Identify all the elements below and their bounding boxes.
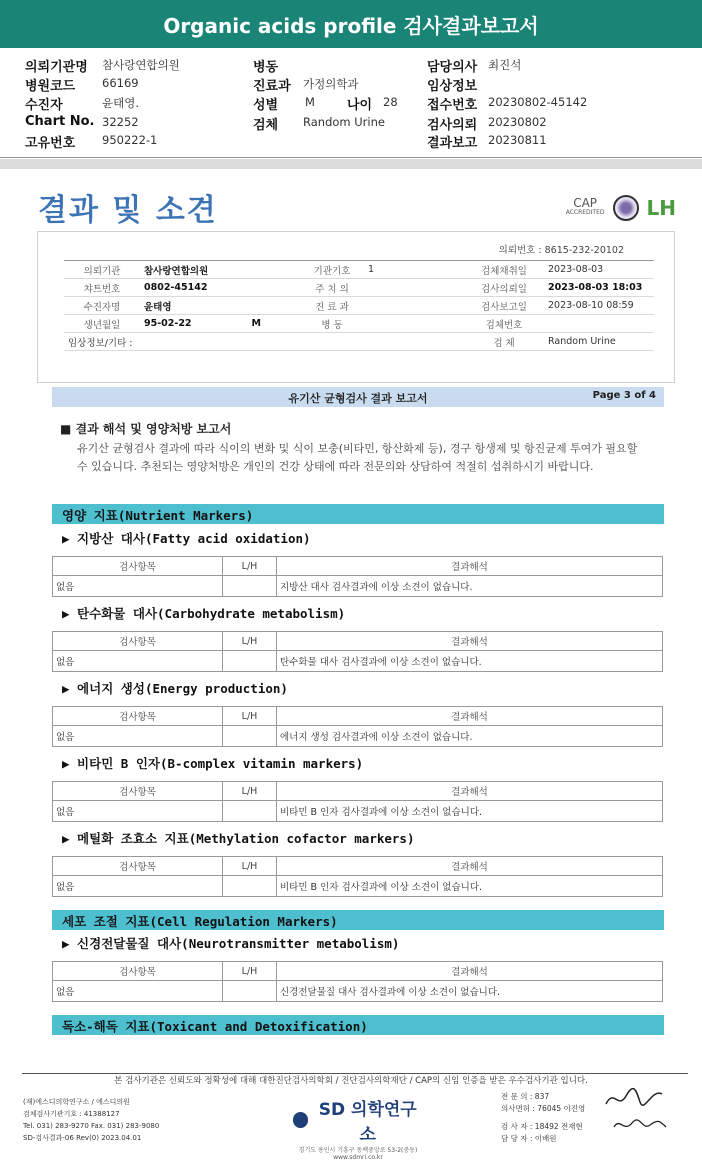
cell: 없음 (53, 801, 223, 822)
cell: 챠트번호 (64, 279, 140, 297)
cell: L/H (223, 857, 277, 876)
cell: 기관기호 (300, 261, 364, 279)
hdr-value: 66169 (102, 76, 139, 90)
result-table (52, 961, 663, 1002)
section-title: ▶ 신경전달물질 대사(Neurotransmitter metabolism) (62, 936, 400, 951)
table-row (64, 261, 654, 279)
seal-icon (613, 195, 639, 221)
interpretation-heading: ■ 결과 해석 및 영양처방 보고서 (60, 422, 232, 436)
table-row (53, 857, 663, 876)
patient-info-box (37, 231, 675, 383)
category-bar: 독소-해독 지표(Toxicant and Detoxification) (52, 1015, 664, 1035)
category-bar: 영양 지표(Nutrient Markers) (52, 504, 664, 524)
footer-line: (재)에스디의학연구소 / 에스디의원 (23, 1098, 130, 1106)
cell: 임상정보/기타 : (64, 333, 464, 351)
footer-line: 검체검사기관기호 : 41388127 (23, 1110, 120, 1118)
hdr-value: M (305, 95, 315, 109)
signer-line: 전 문 의 : 837 (501, 1092, 550, 1101)
cap-sub: ACCREDITED (565, 209, 605, 216)
hdr-value: 윤태영. (102, 96, 139, 110)
hdr-label: 진료과 (253, 79, 291, 94)
cell: 검 체 (464, 333, 544, 351)
table-row (53, 962, 663, 981)
cell: L/H (223, 557, 277, 576)
cell: 신경전달물질 대사 검사결과에 이상 소견이 없습니다. (277, 981, 663, 1002)
cell: 결과해석 (277, 632, 663, 651)
cell: 없음 (53, 876, 223, 897)
cell: L/H (223, 632, 277, 651)
report-page (0, 169, 702, 1167)
sd-logo (293, 1095, 423, 1145)
cell: 결과해석 (277, 782, 663, 801)
cell: 2023-08-10 08:59 (544, 297, 654, 315)
hdr-value: 32252 (102, 115, 139, 129)
table-row (53, 557, 663, 576)
table-row (53, 632, 663, 651)
interpretation-body: 유기산 균형검사 결과에 따라 식이의 변화 및 식이 보충(비타민, 항산화제 등), 경구 항생제 및 항진균제 투여가 필요할 수 있습니다. 추천되는 영양처방은 개인의 건강 상태에 따라 전문의와 상담하여 적절히 섭취하시기 바랍니다. (77, 442, 638, 473)
footer-line: Tel. 031) 283-9270 Fax. 031) 283-9080 (23, 1122, 160, 1130)
cell: 결과해석 (277, 962, 663, 981)
sex: M (251, 318, 262, 329)
cell: 탄수화물 대사 검사결과에 이상 소견이 없습니다. (277, 651, 663, 672)
cell (223, 726, 277, 747)
section-title: ▶ 비타민 B 인자(B-complex vitamin markers) (62, 756, 364, 771)
cell (364, 315, 464, 333)
cell: 0802-45142 (140, 279, 300, 297)
cell: 참사랑연합의원 (140, 261, 300, 279)
table-row (64, 279, 654, 297)
table-row (53, 801, 663, 822)
hdr-label: 병원코드 (25, 79, 76, 94)
cell: 2023-08-03 18:03 (544, 279, 654, 297)
cell: 검사항목 (53, 857, 223, 876)
results-heading: 결과 및 소견 (38, 193, 218, 228)
table-row (53, 576, 663, 597)
result-table (52, 856, 663, 897)
cell: 검사의뢰일 (464, 279, 544, 297)
cell: 윤태영 (140, 297, 300, 315)
hdr-value: 28 (383, 95, 398, 109)
hdr-label: 결과보고 (427, 136, 478, 151)
request-number: 의뢰번호 : 8615-232-20102 (498, 245, 624, 256)
footer-brand (293, 1095, 423, 1161)
footer-line: SD-검사결과-06 Rev(0) 2023.04.01 (23, 1134, 142, 1142)
cell: 없음 (53, 576, 223, 597)
cell: 없음 (53, 981, 223, 1002)
cell: 지방산 대사 검사결과에 이상 소견이 없습니다. (277, 576, 663, 597)
table-row (53, 707, 663, 726)
report-header (0, 48, 702, 158)
cell: 진 료 과 (300, 297, 364, 315)
cell: 검사보고일 (464, 297, 544, 315)
brand-name: SD 의학연구소 (318, 1100, 417, 1145)
cell: 비타민 B 인자 검사결과에 이상 소견이 없습니다. (277, 801, 663, 822)
hdr-label: Chart No. (25, 114, 95, 129)
cell (223, 876, 277, 897)
signature-icon (604, 1086, 666, 1112)
cell (140, 315, 300, 333)
hdr-value: 가정의학과 (303, 77, 359, 91)
table-row (64, 315, 654, 333)
page-gap (0, 159, 702, 169)
cell (223, 651, 277, 672)
signer-line: 의사면허 : 76045 이진영 (501, 1104, 586, 1113)
result-table (52, 781, 663, 822)
report-title-bar (0, 0, 702, 48)
cell: 검사항목 (53, 632, 223, 651)
sd-logo-icon (293, 1112, 308, 1128)
result-table (52, 631, 663, 672)
hdr-label: 담당의사 (427, 60, 478, 75)
cell: 없음 (53, 726, 223, 747)
category-bar: 세포 조절 지표(Cell Regulation Markers) (52, 910, 664, 930)
cell: 결과해석 (277, 707, 663, 726)
signer-line: 검 사 자 : 18492 전재현 (501, 1122, 583, 1131)
cell: 결과해석 (277, 557, 663, 576)
cell: 에너지 생성 검사결과에 이상 소견이 없습니다. (277, 726, 663, 747)
hdr-label: 성별 (253, 98, 279, 113)
cell (223, 981, 277, 1002)
footer-signers (501, 1091, 585, 1145)
cell: 검사항목 (53, 782, 223, 801)
hdr-value: 20230802-45142 (488, 95, 588, 109)
hdr-label: 의뢰기관명 (25, 60, 88, 75)
table-row (53, 981, 663, 1002)
table-row (64, 333, 654, 351)
cell: Random Urine (544, 333, 654, 351)
cell: 병 동 (300, 315, 364, 333)
hdr-label: 나이 (347, 98, 373, 113)
cell (544, 315, 654, 333)
accreditation-logos (566, 195, 676, 221)
report-bar (52, 387, 664, 407)
table-row (53, 726, 663, 747)
table-row (53, 651, 663, 672)
table-row (53, 876, 663, 897)
result-table (52, 706, 663, 747)
address: 경기도 용인시 기흥구 동백중앙로 53-2(중동) (298, 1147, 418, 1154)
cell: 검사항목 (53, 962, 223, 981)
page-number: Page 3 of 4 (592, 390, 656, 401)
cell: 결과해석 (277, 857, 663, 876)
table-row (64, 297, 654, 315)
patient-table (64, 260, 654, 351)
cell: L/H (223, 782, 277, 801)
hdr-value: 20230811 (488, 133, 547, 147)
section-title: ▶ 에너지 생성(Energy production) (62, 681, 288, 696)
table-row (53, 782, 663, 801)
cell: 검사항목 (53, 707, 223, 726)
hdr-label: 검체 (253, 118, 279, 133)
cell (223, 801, 277, 822)
cell (223, 576, 277, 597)
cell: 1 (364, 261, 464, 279)
hdr-value: 최진석 (488, 58, 522, 72)
hdr-value: 950222-1 (102, 133, 158, 147)
signer-line: 담 당 자 : 이배원 (501, 1134, 557, 1143)
lh-logo: LH (646, 196, 676, 220)
signature-icon (612, 1115, 668, 1135)
cell (364, 279, 464, 297)
cell: L/H (223, 707, 277, 726)
hdr-label: 접수번호 (427, 98, 478, 113)
section-title: ▶ 메틸화 조효소 지표(Methylation cofactor markers) (62, 831, 415, 846)
cell: L/H (223, 962, 277, 981)
cell: 주 치 의 (300, 279, 364, 297)
hdr-value: Random Urine (303, 115, 385, 129)
footer-note: 본 검사기관은 신뢰도와 정확성에 대해 대한진단검사의학회 / 진단검사의학재단 / CAP의 신임 인증을 받은 우수검사기관 입니다. (114, 1076, 588, 1086)
cap-text: CAP (573, 196, 598, 210)
cell: 검체번호 (464, 315, 544, 333)
report-bar-title: 유기산 균형검사 결과 보고서 (288, 392, 428, 405)
cell: 비타민 B 인자 검사결과에 이상 소견이 없습니다. (277, 876, 663, 897)
hdr-value: 20230802 (488, 115, 547, 129)
website: www.sdmri.co.kr (333, 1154, 383, 1161)
cell: 의뢰기관 (64, 261, 140, 279)
cell (364, 297, 464, 315)
hdr-label: 고유번호 (25, 136, 76, 151)
hdr-value: 참사랑연합의원 (102, 58, 180, 72)
hdr-label: 임상정보 (427, 79, 478, 94)
report-title: Organic acids profile 검사결과보고서 (163, 13, 539, 38)
hdr-label: 검사의뢰 (427, 118, 478, 133)
hdr-label: 수진자 (25, 98, 63, 113)
footer-contact (23, 1096, 159, 1144)
cell: 없음 (53, 651, 223, 672)
cell: 생년월일 (64, 315, 140, 333)
birthdate: 95-02-22 (144, 318, 192, 329)
cell: 검체채취일 (464, 261, 544, 279)
cap-logo (566, 198, 605, 218)
section-title: ▶ 지방산 대사(Fatty acid oxidation) (62, 531, 311, 546)
cell: 검사항목 (53, 557, 223, 576)
result-table (52, 556, 663, 597)
cell: 수진자명 (64, 297, 140, 315)
cell: 2023-08-03 (544, 261, 654, 279)
hdr-label: 병동 (253, 60, 279, 75)
section-title: ▶ 탄수화물 대사(Carbohydrate metabolism) (62, 606, 346, 621)
